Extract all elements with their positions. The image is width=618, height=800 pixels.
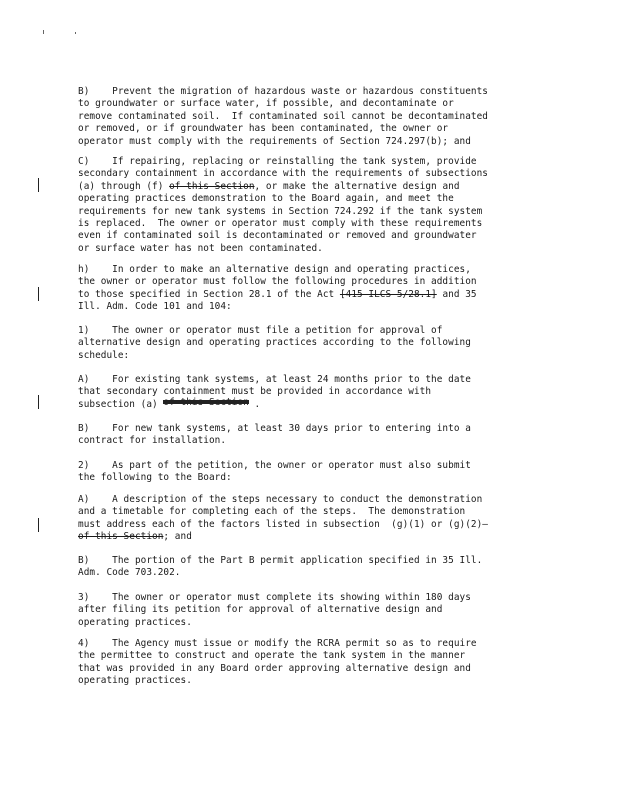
text-line [78, 592, 546, 604]
paragraph-3-showing [78, 592, 546, 629]
paragraph-c-repairing-replacing [78, 156, 546, 255]
text-line [78, 218, 546, 230]
text-line [78, 460, 546, 472]
text-segment: the following to the Board: [78, 472, 232, 484]
text-line [78, 494, 546, 506]
revision-bar [38, 395, 39, 409]
text-segment: that secondary containment must be provided in accordance with [78, 386, 432, 398]
text-segment: operating practices. [78, 616, 192, 628]
text-line [78, 111, 546, 123]
text-line [78, 531, 546, 543]
paragraph-4-agency-rcra [78, 638, 546, 688]
text-line [78, 264, 546, 276]
text-segment: subsection (a) [78, 398, 164, 410]
text-line [78, 423, 546, 435]
revision-bar [38, 178, 39, 192]
text-line [78, 555, 546, 567]
text-line [78, 519, 546, 531]
text-line [78, 230, 546, 242]
text-line [78, 156, 546, 168]
text-segment: 4) The Agency must issue or modify the RCRA permit so as to require [78, 638, 477, 649]
text-segment: must address each of the factors listed in subsection (g)(1) or (g)(2) [78, 518, 483, 530]
text-line [78, 472, 546, 484]
text-segment: operating practices demonstration to the Board again, and meet the [78, 193, 454, 205]
text-line [78, 567, 546, 579]
revision-bar [38, 287, 39, 301]
text-segment: the owner or operator must follow the following procedures in addition [78, 276, 477, 288]
text-segment: secondary containment in accordance with the requirements of subsections [78, 168, 488, 180]
text-segment: to those specified in Section 28.1 of the Act [78, 288, 340, 300]
text-segment: A) A description of the steps necessary to conduct the demonstration [78, 494, 483, 505]
scan-speck [75, 32, 76, 34]
paragraph-h-alternative-design [78, 264, 546, 314]
text-line [78, 386, 546, 398]
text-segment: operator must comply with the requirements of Section 724.297(b); and [78, 135, 471, 147]
text-segment: or removed, or if groundwater has been contaminated, the owner or [78, 123, 449, 135]
text-line [78, 604, 546, 616]
text-segment: operating practices. [78, 675, 192, 687]
text-line [78, 638, 546, 650]
paragraph-a-description-of-steps [78, 494, 546, 544]
text-line [78, 675, 546, 687]
text-segment: to groundwater or surface water, if possible, and decontaminate or [78, 98, 454, 110]
text-line [78, 123, 546, 135]
revision-bar [38, 518, 39, 532]
text-line [78, 435, 546, 447]
text-line [78, 301, 546, 313]
text-segment: 1) The owner or operator must file a petition for approval of [78, 325, 443, 336]
text-segment: B) Prevent the migration of hazardous waste or hazardous constituents [78, 86, 488, 97]
text-segment: is replaced. The owner or operator must comply with these requirements [78, 217, 483, 229]
struck-text: of this Section [169, 180, 255, 192]
text-segment: requirements for new tank systems in Section 724.292 if the tank system [78, 205, 483, 217]
text-segment: and a timetable for completing each of the steps. The demonstration [78, 506, 466, 518]
text-line [78, 350, 546, 362]
text-segment: . [248, 398, 261, 410]
text-segment: h) In order to make an alternative design and operating practices, [78, 264, 471, 275]
text-segment: after filing its petition for approval of alternative design and [78, 604, 443, 616]
text-segment: 3) The owner or operator must complete its showing within 180 days [78, 592, 471, 603]
text-line [78, 243, 546, 255]
text-segment: ; and [163, 531, 192, 543]
paragraph-1-petition [78, 325, 546, 362]
text-segment: C) If repairing, replacing or reinstalling the tank system, provide [78, 156, 477, 167]
text-line [78, 396, 546, 411]
redacted-text: of this Section [163, 396, 249, 408]
text-segment: schedule: [78, 349, 130, 361]
text-line [78, 98, 546, 110]
text-segment: remove contaminated soil. If contaminated soil cannot be decontaminated [78, 110, 488, 122]
text-line [78, 663, 546, 675]
paragraph-2-submit [78, 460, 546, 485]
text-line [78, 650, 546, 662]
text-line [78, 506, 546, 518]
paragraph-b-part-b-permit [78, 555, 546, 580]
text-segment: A) For existing tank systems, at least 24 months prior to the date [78, 374, 471, 385]
text-segment: and 35 [436, 288, 477, 300]
text-line [78, 168, 546, 180]
text-segment: — [482, 518, 488, 530]
text-segment: that was provided in any Board order approving alternative design and [78, 662, 471, 674]
paragraph-b-prevent-migration [78, 86, 546, 148]
text-segment: the permittee to construct and operate the tank system in the manner [78, 650, 466, 662]
text-segment: , or make the alternative design and [254, 180, 460, 192]
text-segment: alternative design and operating practices according to the following [78, 337, 471, 349]
text-line [78, 193, 546, 205]
struck-text: [415 ILCS 5/28.1] [339, 288, 437, 300]
text-line [78, 86, 546, 98]
text-line [78, 136, 546, 148]
text-line [78, 337, 546, 349]
text-segment: or surface water has not been contaminated. [78, 242, 323, 254]
text-segment: B) The portion of the Part B permit application specified in 35 Ill. [78, 555, 483, 566]
struck-text: of this Section [78, 531, 164, 543]
text-line [78, 276, 546, 288]
scan-speck [43, 30, 44, 34]
text-segment: 2) As part of the petition, the owner or operator must also submit [78, 460, 471, 471]
text-segment: Adm. Code 703.202. [78, 567, 181, 579]
paragraph-b-new-tank-systems [78, 423, 546, 448]
text-segment: (a) through (f) [78, 180, 170, 192]
text-segment: contract for installation. [78, 435, 227, 447]
text-line [78, 374, 546, 386]
text-line [78, 181, 546, 193]
text-segment: B) For new tank systems, at least 30 days prior to entering into a [78, 423, 471, 434]
text-segment: Ill. Adm. Code 101 and 104: [78, 301, 232, 313]
text-segment: even if contaminated soil is decontaminated or removed and groundwater [78, 230, 477, 242]
text-line [78, 617, 546, 629]
paragraph-a-existing-tank-systems [78, 374, 546, 411]
text-line [78, 289, 546, 301]
text-line [78, 206, 546, 218]
text-line [78, 325, 546, 337]
